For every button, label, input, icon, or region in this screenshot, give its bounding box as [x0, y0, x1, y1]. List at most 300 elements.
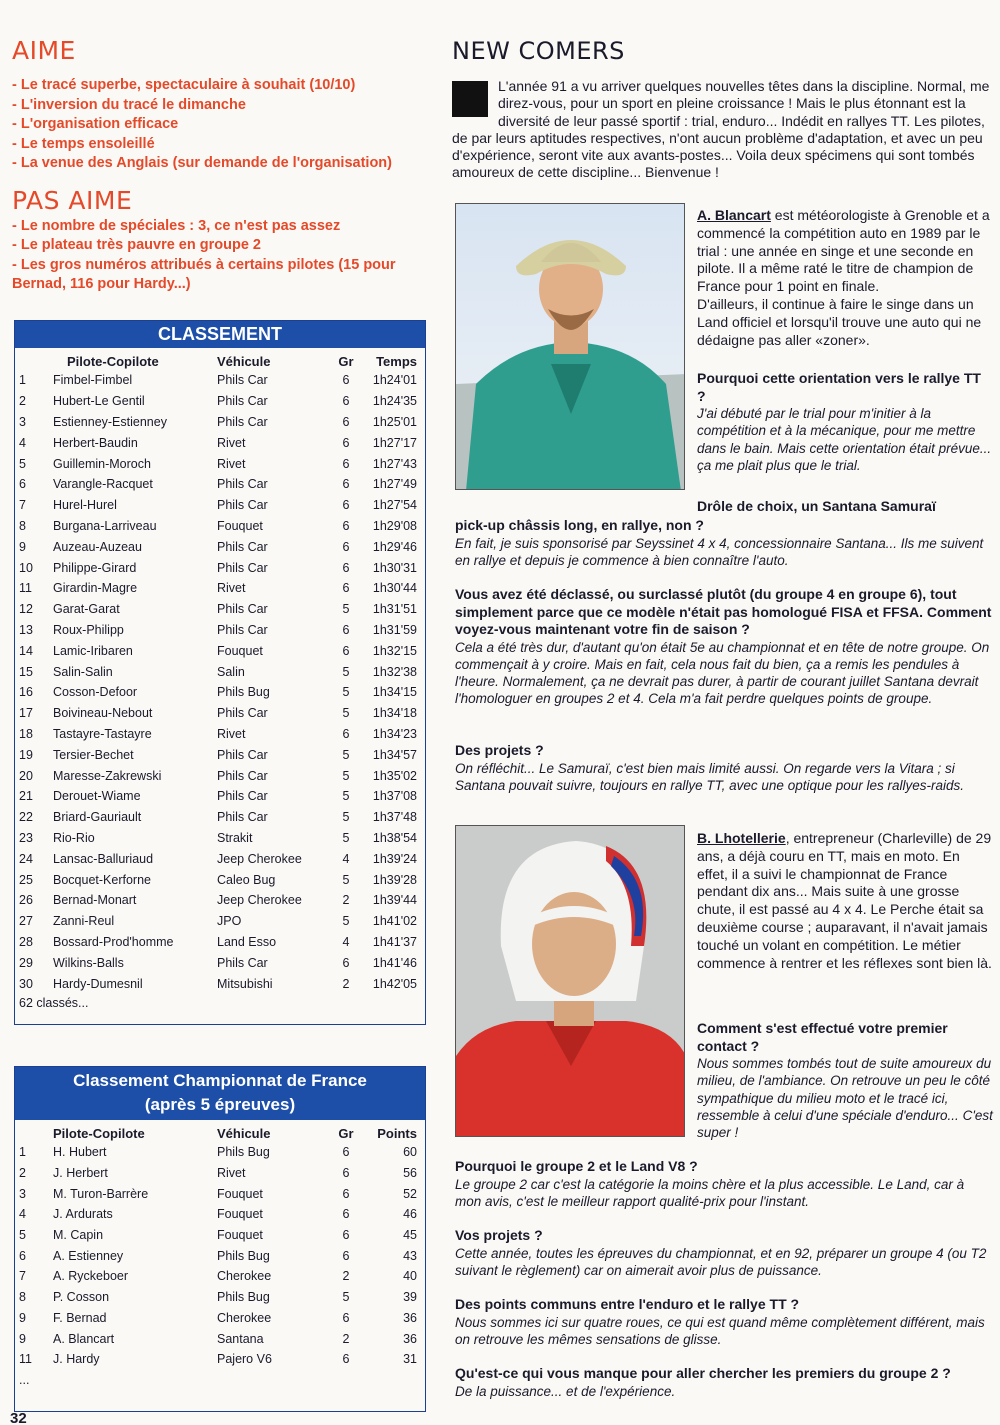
blancart-answer-3: Cela a été très dur, d'autant qu'on était 5e au championnat et en tête de notre groupe. On commençait à y croire. Mais en fait, cela nous fait du bien, ça a remis les pendules à l'heure. Normalement, ça ne devrait pas durer, à partir de courant juillet Santana devrait l'homologuer en groupes 2 et 4. Cela m'a fait perdre quelques points de groupe.	[455, 639, 990, 707]
lhotellerie-qa5	[455, 1365, 993, 1400]
table-row	[15, 620, 425, 641]
lhotellerie-photo-illustration	[456, 826, 685, 1137]
rank-cell: 17	[19, 706, 33, 721]
gr-cell: 4	[342, 934, 350, 949]
value-cell: 1h39'28	[372, 872, 417, 887]
value-cell: 1h30'44	[372, 581, 417, 596]
lhotellerie-answer-3: Cette année, toutes les épreuves du championnat, et en 92, préparer un groupe 4 (ou T2 suivant le règlement) car on aimerait avoir plus de puissance.	[455, 1245, 987, 1278]
new-comers-heading: NEW COMERS	[452, 37, 625, 65]
value-cell: 1h27'43	[372, 456, 417, 471]
table-row	[15, 557, 425, 578]
vehicule-cell: Phils Car	[217, 477, 268, 492]
pilote-cell: Fimbel-Fimbel	[53, 373, 133, 388]
rank-cell: 25	[19, 872, 33, 887]
gr-cell: 5	[342, 830, 350, 845]
value-cell: 31	[403, 1352, 417, 1367]
vehicule-cell: Phils Car	[217, 560, 268, 575]
bullet-item: - Le tracé superbe, spectaculaire à souhait (10/10)	[12, 77, 356, 93]
lhotellerie-answer-2: Le groupe 2 car c'est la catégorie la moins chère et la plus accessible. Le Land, car à mon avis, c'est le meilleur rapport qualité-prix pour l'instant.	[455, 1176, 965, 1209]
value-cell: 1h41'02	[372, 914, 417, 929]
table-row	[15, 1225, 425, 1246]
rank-cell: 4	[19, 1207, 26, 1222]
table-row	[15, 1266, 425, 1287]
rank-cell: 26	[19, 893, 33, 908]
vehicule-cell: Phils Car	[217, 789, 268, 804]
gr-cell: 4	[342, 851, 350, 866]
blancart-question-4: Des projets ?	[455, 742, 544, 758]
lhotellerie-qa2	[455, 1158, 993, 1210]
table-row	[15, 1328, 425, 1349]
pilote-cell	[45, 1370, 215, 1391]
rank-cell: 9	[19, 539, 26, 554]
vehicule-cell: Phils Car	[217, 747, 268, 762]
col-header-pilote: Pilote-Copilote	[67, 353, 159, 369]
rank-cell: ...	[19, 1372, 30, 1387]
championnat-body	[15, 1142, 425, 1390]
pilote-cell: Roux-Philipp	[53, 622, 124, 637]
lhotellerie-name: B. Lhotellerie	[697, 830, 786, 846]
vehicule-cell: Phils Car	[217, 955, 268, 970]
rank-cell: 14	[19, 643, 33, 658]
rank-cell: 11	[19, 1352, 32, 1367]
value-cell: 1h34'23	[372, 726, 417, 741]
table-row	[15, 682, 425, 703]
gr-cell: 6	[342, 373, 350, 388]
classement-table-box	[14, 320, 426, 1025]
value-cell: 56	[403, 1166, 417, 1181]
value-cell: 1h41'46	[372, 955, 417, 970]
value-cell: 1h31'59	[372, 622, 417, 637]
gr-cell: 5	[342, 1290, 350, 1305]
vehicule-cell: Jeep Cherokee	[217, 851, 302, 866]
pilote-cell: Rio-Rio	[53, 830, 95, 845]
table-row	[15, 432, 425, 453]
table-row	[15, 952, 425, 973]
gr-cell: 6	[342, 414, 350, 429]
rank-cell: 5	[19, 456, 26, 471]
classement-table	[15, 348, 425, 994]
table-row	[15, 599, 425, 620]
table-row	[15, 495, 425, 516]
gr-cell: 5	[342, 685, 350, 700]
pilote-cell: Lamic-Iribaren	[53, 643, 133, 658]
pilote-cell: Guillemin-Moroch	[53, 456, 151, 471]
value-cell: 36	[403, 1331, 417, 1346]
col-header-rank	[15, 348, 45, 370]
championnat-title-line1: Classement Championnat de France	[73, 1071, 367, 1090]
bullet-item: - L'organisation efficace	[12, 116, 179, 132]
lhotellerie-answer-5: De la puissance... et de l'expérience.	[455, 1383, 676, 1399]
vehicule-cell: Jeep Cherokee	[217, 893, 302, 908]
table-row	[15, 890, 425, 911]
value-cell: 1h30'31	[372, 560, 417, 575]
blancart-qa3	[455, 586, 993, 708]
value-cell: 60	[403, 1145, 417, 1160]
vehicule-cell	[215, 1370, 327, 1391]
rank-cell: 1	[19, 1145, 26, 1160]
table-row	[15, 828, 425, 849]
value-cell	[365, 1370, 425, 1391]
bullet-item: - Le plateau très pauvre en groupe 2	[12, 237, 261, 253]
table-row	[15, 474, 425, 495]
gr-cell: 5	[342, 914, 350, 929]
gr-cell: 6	[342, 456, 350, 471]
pilote-cell: Bernad-Monart	[53, 893, 137, 908]
rank-cell: 22	[19, 810, 33, 825]
pilote-cell: P. Cosson	[53, 1290, 110, 1305]
value-cell: 39	[403, 1290, 417, 1305]
gr-cell: 6	[342, 477, 350, 492]
pilote-cell: Lansac-Balluriaud	[53, 851, 154, 866]
col-header-vehicule: Véhicule	[217, 1125, 271, 1141]
vehicule-cell: Land Esso	[217, 934, 277, 949]
championnat-table-box	[14, 1066, 426, 1412]
vehicule-cell: Phils Bug	[217, 1290, 270, 1305]
vehicule-cell: Rivet	[217, 726, 246, 741]
lhotellerie-answer-4: Nous sommes ici sur quatre roues, ce qui est quand même complètement différent, mais on retrouve les mêmes sensations de glisse.	[455, 1314, 985, 1347]
lhotellerie-qa3	[455, 1227, 993, 1279]
gr-cell: 6	[342, 1248, 350, 1263]
table-row	[15, 1287, 425, 1308]
page-number: 32	[10, 1410, 27, 1425]
value-cell: 1h41'37	[372, 934, 417, 949]
vehicule-cell: JPO	[217, 914, 242, 929]
blancart-bio	[697, 207, 993, 349]
vehicule-cell: Fouquet	[217, 518, 263, 533]
vehicule-cell: Phils Car	[217, 498, 268, 513]
lhotellerie-qa4	[455, 1296, 993, 1348]
gr-cell: 5	[342, 810, 350, 825]
gr-cell: 6	[342, 518, 350, 533]
lhotellerie-question-1: Comment s'est effectué votre premier contact ?	[697, 1020, 948, 1054]
value-cell: 1h27'17	[372, 435, 417, 450]
pilote-cell: Varangle-Racquet	[53, 477, 153, 492]
classement-title: CLASSEMENT	[15, 321, 425, 348]
pilote-cell: J. Herbert	[53, 1166, 108, 1181]
pilote-cell: Tastayre-Tastayre	[53, 726, 152, 741]
blancart-bio-part1: est météorologiste à Grenoble et a commencé la compétition auto en 1989 par le trial : une année en singe et une seconde en pilote. Il a même raté le titre de champion de France pour 1 point en finale.	[697, 207, 990, 295]
gr-cell: 6	[342, 1228, 350, 1243]
gr-cell: 5	[342, 747, 350, 762]
value-cell: 1h29'08	[372, 518, 417, 533]
value-cell: 1h29'46	[372, 539, 417, 554]
rank-cell: 23	[19, 830, 33, 845]
table-row	[15, 453, 425, 474]
pilote-cell: Maresse-Zakrewski	[53, 768, 162, 783]
table-row	[15, 1370, 425, 1391]
rank-cell: 2	[19, 394, 26, 409]
table-row	[15, 973, 425, 994]
pilote-cell: Estienney-Estienney	[53, 414, 167, 429]
lhotellerie-bio	[697, 830, 993, 972]
rank-cell: 10	[19, 560, 33, 575]
vehicule-cell: Phils Car	[217, 810, 268, 825]
gr-cell: 5	[342, 768, 350, 783]
table-row	[15, 391, 425, 412]
col-header-vehicule: Véhicule	[217, 353, 271, 369]
rank-cell: 5	[19, 1228, 26, 1243]
gr-cell: 6	[342, 726, 350, 741]
vehicule-cell: Phils Car	[217, 622, 268, 637]
gr-cell: 6	[342, 622, 350, 637]
pilote-cell: Salin-Salin	[53, 664, 113, 679]
table-row	[15, 661, 425, 682]
gr-cell: 6	[342, 539, 350, 554]
gr-cell: 2	[342, 893, 350, 908]
bullet-item: - Les gros numéros attribués à certains pilotes (15 pour Bernad, 116 pour Hardy...)	[12, 256, 396, 292]
vehicule-cell: Fouquet	[217, 1228, 263, 1243]
right-column	[452, 36, 992, 182]
pilote-cell: Hurel-Hurel	[53, 498, 117, 513]
gr-cell: 2	[342, 1331, 350, 1346]
rank-cell: 18	[19, 726, 33, 741]
rank-cell: 21	[19, 789, 33, 804]
table-row	[15, 1142, 425, 1163]
rank-cell: 16	[19, 685, 33, 700]
vehicule-cell: Phils Car	[217, 414, 268, 429]
table-row	[15, 765, 425, 786]
blancart-qa1	[697, 370, 993, 474]
lhotellerie-photo	[455, 825, 685, 1137]
rank-cell: 8	[19, 518, 26, 533]
vehicule-cell: Phils Bug	[217, 1145, 270, 1160]
col-header-temps: Temps	[376, 353, 417, 369]
pilote-cell: J. Ardurats	[53, 1207, 113, 1222]
table-row	[15, 1163, 425, 1184]
classement-footnote: 62 classés...	[19, 995, 89, 1010]
blancart-qa2-head	[697, 498, 993, 516]
pilote-cell: H. Hubert	[53, 1145, 107, 1160]
pilote-cell: Bossard-Prod'homme	[53, 934, 174, 949]
table-row	[15, 536, 425, 557]
value-cell: 40	[403, 1269, 417, 1284]
classement-header-row	[15, 348, 425, 370]
vehicule-cell: Phils Car	[217, 768, 268, 783]
blancart-name: A. Blancart	[697, 207, 771, 223]
vehicule-cell: Phils Car	[217, 394, 268, 409]
gr-cell: 6	[342, 643, 350, 658]
col-header-points: Points	[377, 1125, 417, 1141]
blancart-answer-1: J'ai débuté par le trial pour m'initier à la compétition et à la mécanique, pour me mettre dans le bain. Mais cette orientation était prévue... ça me plait plus que le trial.	[697, 406, 992, 473]
vehicule-cell: Santana	[217, 1331, 264, 1346]
blancart-bio-part2: D'ailleurs, il continue à faire le singe dans un Land officiel et lorsqu'il trouve une auto qui ne dédaigne pas aller «zoner».	[697, 295, 982, 348]
col-header-gr: Gr	[338, 353, 354, 369]
table-row	[15, 370, 425, 391]
pilote-cell: Burgana-Larriveau	[53, 518, 157, 533]
gr-cell: 6	[342, 955, 350, 970]
left-column	[12, 36, 432, 295]
value-cell: 1h24'01	[372, 373, 417, 388]
col-header-gr: Gr	[338, 1125, 354, 1141]
table-row	[15, 724, 425, 745]
rank-cell: 12	[19, 602, 33, 617]
blancart-question-1: Pourquoi cette orientation vers le rallye TT ?	[697, 370, 981, 404]
table-row	[15, 640, 425, 661]
value-cell: 1h37'08	[372, 789, 417, 804]
pilote-cell: Wilkins-Balls	[53, 955, 124, 970]
table-row	[15, 1349, 425, 1370]
value-cell: 43	[403, 1248, 417, 1263]
lhotellerie-question-4: Des points communs entre l'enduro et le rallye TT ?	[455, 1296, 800, 1312]
table-row	[15, 1183, 425, 1204]
rank-cell: 6	[19, 477, 26, 492]
gr-cell: 5	[342, 789, 350, 804]
pilote-cell: A. Ryckeboer	[53, 1269, 129, 1284]
pilote-cell: Hubert-Le Gentil	[53, 394, 145, 409]
gr-cell: 2	[342, 1269, 350, 1284]
table-row	[15, 1204, 425, 1225]
intro-paragraph	[452, 78, 992, 182]
blancart-qa4	[455, 742, 993, 794]
championnat-title	[15, 1067, 425, 1120]
pilote-cell: F. Bernad	[53, 1310, 107, 1325]
blancart-qa2	[455, 517, 993, 569]
table-row	[15, 578, 425, 599]
gr-cell: 6	[342, 560, 350, 575]
table-row	[15, 703, 425, 724]
lhotellerie-question-3: Vos projets ?	[455, 1227, 543, 1243]
rank-cell: 28	[19, 934, 33, 949]
gr-cell: 6	[342, 1186, 350, 1201]
rank-cell: 29	[19, 955, 33, 970]
gr-cell	[327, 1370, 365, 1391]
value-cell: 1h39'44	[372, 893, 417, 908]
vehicule-cell: Salin	[217, 664, 245, 679]
aime-list	[12, 76, 432, 174]
championnat-header-row	[15, 1120, 425, 1142]
vehicule-cell: Phils Bug	[217, 1248, 270, 1263]
col-header-pilote: Pilote-Copilote	[53, 1125, 145, 1141]
value-cell: 1h32'38	[372, 664, 417, 679]
vehicule-cell: Strakit	[217, 830, 253, 845]
vehicule-cell: Fouquet	[217, 1207, 263, 1222]
value-cell: 46	[403, 1207, 417, 1222]
bullet-item: - Le nombre de spéciales : 3, ce n'est pas assez	[12, 217, 341, 234]
vehicule-cell: Phils Car	[217, 373, 268, 388]
blancart-answer-2: En fait, je suis sponsorisé par Seyssinet 4 x 4, concessionnaire Santana... Ils me suivent en rallye et depuis je commence à bien connaître l'auto.	[455, 535, 984, 568]
gr-cell: 6	[342, 581, 350, 596]
rank-cell: 13	[19, 622, 33, 637]
pilote-cell: Auzeau-Auzeau	[53, 539, 142, 554]
value-cell: 1h42'05	[372, 976, 417, 991]
pilote-cell: Briard-Gauriault	[53, 810, 142, 825]
table-row	[15, 932, 425, 953]
paragraph-square-icon	[452, 81, 488, 117]
vehicule-cell: Cherokee	[217, 1269, 272, 1284]
gr-cell: 6	[342, 1352, 350, 1367]
table-row	[15, 744, 425, 765]
gr-cell: 6	[342, 1207, 350, 1222]
vehicule-cell: Rivet	[217, 581, 246, 596]
rank-cell: 24	[19, 851, 33, 866]
rank-cell: 20	[19, 768, 33, 783]
vehicule-cell: Caleo Bug	[217, 872, 276, 887]
vehicule-cell: Fouquet	[217, 643, 263, 658]
table-row	[15, 786, 425, 807]
value-cell: 1h24'35	[372, 394, 417, 409]
table-row	[15, 869, 425, 890]
vehicule-cell: Rivet	[217, 1166, 246, 1181]
gr-cell: 5	[342, 602, 350, 617]
table-row	[15, 911, 425, 932]
gr-cell: 5	[342, 872, 350, 887]
vehicule-cell: Rivet	[217, 456, 246, 471]
classement-body	[15, 370, 425, 994]
gr-cell: 6	[342, 1166, 350, 1181]
blancart-question-2a: Drôle de choix, un Santana Samuraï	[697, 498, 936, 514]
lhotellerie-bio-part1: , entrepreneur (Charleville) de 29 ans, a déjà couru en TT, mais en moto. En effet, il a suivi le championnat de France pendant dix ans... Mais suite à une grosse chute, il est passé au 4 x 4. Le Perche était sa deuxième course ; auparavant, il n'avait jamais touché un volant en compétition. Le métier commence à rentrer et les réflexes sont bien là.	[697, 830, 992, 971]
gr-cell: 6	[342, 435, 350, 450]
gr-cell: 6	[342, 1145, 350, 1160]
vehicule-cell: Phils Car	[217, 602, 268, 617]
pilote-cell: Bocquet-Kerforne	[53, 872, 151, 887]
pilote-cell: Zanni-Reul	[53, 914, 115, 929]
pilote-cell: Girardin-Magre	[53, 581, 138, 596]
rank-cell: 6	[19, 1248, 26, 1263]
lhotellerie-question-5: Qu'est-ce qui vous manque pour aller chercher les premiers du groupe 2 ?	[455, 1365, 951, 1381]
value-cell: 45	[403, 1228, 417, 1243]
rank-cell: 11	[19, 581, 32, 596]
value-cell: 1h32'15	[372, 643, 417, 658]
pilote-cell: Philippe-Girard	[53, 560, 137, 575]
table-row	[15, 807, 425, 828]
gr-cell: 6	[342, 498, 350, 513]
pilote-cell: A. Estienney	[53, 1248, 124, 1263]
blancart-answer-4: On réfléchit... Le Samuraï, c'est bien mais limité aussi. On regarde vers la Vitara ; si Santana pouvait suivre, toujours en rallye TT, avec une optique pour les rallyes-raids.	[455, 760, 965, 793]
blancart-question-3: Vous avez été déclassé, ou surclassé plutôt (du groupe 4 en groupe 6), tout simplement parce que ce modèle n'était pas homologué FISA et FFSA. Comment voyez-vous maintenant votre fin de saison ?	[455, 586, 992, 637]
value-cell: 1h39'24	[372, 851, 417, 866]
pilote-cell: Boivineau-Nebout	[53, 706, 153, 721]
rank-cell: 7	[19, 498, 26, 513]
table-row	[15, 412, 425, 433]
vehicule-cell: Rivet	[217, 435, 246, 450]
rank-cell: 30	[19, 976, 33, 991]
intro-text: L'année 91 a vu arriver quelques nouvelles têtes dans la discipline. Normal, me direz-vous, pour un sport en pleine croissance ! Mais le plus étonnant est la diversité de leur passé sportif : trial, enduro... Indédit en rallyes TT. Les pilotes, de par leurs aptitudes respectives, n'ont aucun problème d'adaptation, et avec un peu d'expérience, seront vite aux avants-postes... Voila deux spécimens qui sont tombés amoureux de cette discipline... Bienvenue !	[452, 78, 990, 181]
rank-cell: 2	[19, 1166, 26, 1181]
lhotellerie-bio-text	[697, 830, 993, 972]
rank-cell: 19	[19, 747, 33, 762]
value-cell: 1h34'15	[372, 685, 417, 700]
rank-cell: 9	[19, 1331, 26, 1346]
pilote-cell: M. Capin	[53, 1228, 104, 1243]
rank-cell: 4	[19, 435, 26, 450]
blancart-photo	[455, 203, 685, 490]
value-cell: 1h38'54	[372, 830, 417, 845]
rank-cell: 27	[19, 914, 33, 929]
vehicule-cell: Fouquet	[217, 1186, 263, 1201]
bullet-item: - L'inversion du tracé le dimanche	[12, 96, 246, 113]
pilote-cell: J. Hardy	[53, 1352, 100, 1367]
rank-cell: 8	[19, 1290, 26, 1305]
lhotellerie-answer-1: Nous sommes tombés tout de suite amoureux du milieu, de l'ambiance. On retrouve un peu le côté sympathique du milieu moto et le tracé ici, ressemble à celui d'une spéciale d'enduro... C'est super !	[697, 1056, 993, 1141]
vehicule-cell: Cherokee	[217, 1310, 272, 1325]
pilote-cell: Tersier-Bechet	[53, 747, 134, 762]
gr-cell: 6	[342, 394, 350, 409]
rank-cell: 3	[19, 414, 26, 429]
rank-cell: 7	[19, 1269, 26, 1284]
pilote-cell: Garat-Garat	[53, 602, 120, 617]
table-row	[15, 1308, 425, 1329]
blancart-question-2b: pick-up châssis long, en rallye, non ?	[455, 517, 704, 533]
bullet-item: - La venue des Anglais (sur demande de l'organisation)	[12, 155, 392, 171]
value-cell: 1h37'48	[372, 810, 417, 825]
gr-cell: 6	[342, 1310, 350, 1325]
table-row	[15, 848, 425, 869]
pilote-cell: Derouet-Wiame	[53, 789, 141, 804]
vehicule-cell: Mitsubishi	[217, 976, 273, 991]
vehicule-cell: Pajero V6	[217, 1352, 272, 1367]
value-cell: 1h27'49	[372, 477, 417, 492]
